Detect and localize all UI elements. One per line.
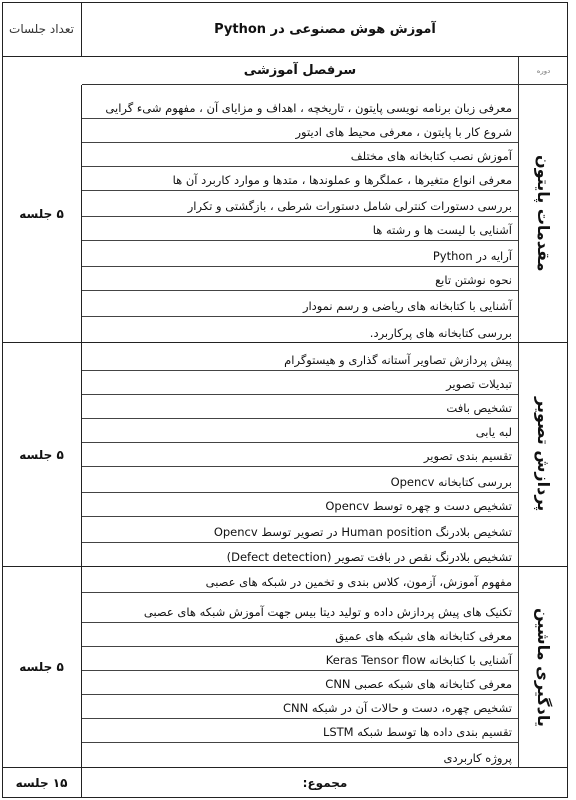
section-session-count: ۵ جلسه bbox=[2, 343, 82, 566]
topic-row: معرفی انواع متغیرها ، عملگرها و عملوندها ، متدها و موارد کاربرد آن ها bbox=[82, 167, 518, 191]
section-machine-learning bbox=[2, 567, 568, 768]
course-corner-label: دوره bbox=[518, 57, 568, 85]
section-title: پردازش تصویر bbox=[534, 397, 553, 512]
section-topics bbox=[82, 85, 518, 342]
section-title: یادگیری ماشین bbox=[534, 607, 553, 727]
section-session-count: ۵ جلسه bbox=[2, 85, 82, 342]
topic-row: آموزش نصب کتابخانه های مختلف bbox=[82, 143, 518, 167]
sessions-count-header: تعداد جلسات bbox=[2, 2, 82, 57]
section-title-cell bbox=[518, 85, 568, 342]
topic-row: معرفی کتابخانه های شبکه های عمیق bbox=[82, 623, 518, 647]
topic-row: مفهوم آموزش، آزمون، کلاس بندی و تخمین در شبکه های عصبی bbox=[82, 567, 518, 593]
topic-row: تقسیم بندی تصویر bbox=[82, 443, 518, 467]
section-session-count: ۵ جلسه bbox=[2, 567, 82, 767]
section-topics bbox=[82, 343, 518, 566]
topic-row: آشنایی با کتابخانه های ریاضی و رسم نمودار bbox=[82, 291, 518, 317]
section-title-cell bbox=[518, 567, 568, 767]
topic-row: تشخیص بلادرنگ Human position در تصویر توسط Opencv bbox=[82, 517, 518, 543]
topic-row: پیش پردازش تصاویر آستانه گذاری و هیستوگرام bbox=[82, 343, 518, 371]
topic-row: بررسی دستورات کنترلی شامل دستورات شرطی ، بازگشتی و تکرار bbox=[82, 191, 518, 217]
topic-row: آشنایی با لیست ها و رشته ها bbox=[82, 217, 518, 241]
topic-row: لبه یابی bbox=[82, 419, 518, 443]
topic-row: آشنایی با کتابخانه Keras Tensor flow bbox=[82, 647, 518, 671]
topic-row: معرفی زبان برنامه نویسی پایتون ، تاریخچه ، اهداف و مزایای آن ، مفهوم شیء گرایی bbox=[82, 85, 518, 119]
topic-row: تبدیلات تصویر bbox=[82, 371, 518, 395]
topic-row: بررسی کتابخانه های پرکاربرد. bbox=[369, 326, 512, 340]
section-python-basics bbox=[2, 85, 568, 343]
topic-row: تقسیم بندی داده ها توسط شبکه LSTM bbox=[82, 719, 518, 743]
syllabus-subheader: سرفصل آموزشی bbox=[82, 57, 518, 85]
topic-row: تشخیص بلادرنگ نقص در بافت تصویر (Defect detection) bbox=[226, 550, 512, 564]
topic-row: نحوه نوشتن تابع bbox=[82, 267, 518, 291]
total-label: مجموع: bbox=[302, 776, 348, 790]
topic-row: تشخیص بافت bbox=[82, 395, 518, 419]
section-image-processing bbox=[2, 343, 568, 567]
topic-row: تشخیص دست و چهره توسط Opencv bbox=[82, 493, 518, 517]
section-title: مقدمات پایتون bbox=[534, 155, 553, 272]
topic-row: تشخیص چهره، دست و حالات آن در شبکه CNN bbox=[82, 695, 518, 719]
topic-row: آرایه در Python bbox=[82, 241, 518, 267]
topic-row: بررسی کتابخانه Opencv bbox=[82, 467, 518, 493]
topic-row: معرفی کتابخانه های شبکه عصبی CNN bbox=[82, 671, 518, 695]
topic-row: تکنیک های پیش پردازش داده و تولید دیتا بیس جهت آموزش شبکه های عصبی bbox=[82, 593, 518, 623]
total-session-count: ۱۵ جلسه bbox=[2, 768, 82, 798]
topic-row: شروع کار با پایتون ، معرفی محیط های ادیتور bbox=[82, 119, 518, 143]
course-title: آموزش هوش مصنوعی در Python bbox=[82, 2, 568, 57]
section-topics bbox=[82, 567, 518, 767]
section-title-cell bbox=[518, 343, 568, 566]
topic-row: پروژه کاربردی bbox=[443, 751, 512, 765]
